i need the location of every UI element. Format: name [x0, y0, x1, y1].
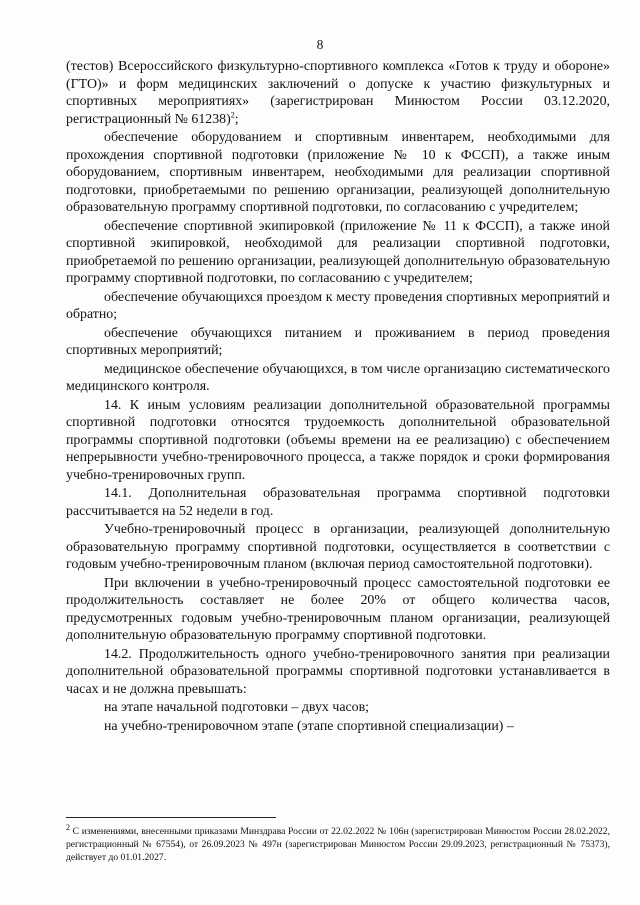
footnote-text: С изменениями, внесенными приказами Минздрава России от 22.02.2022 № 106н (зарегистрирован Минюстом России 28.02.2022, регистрационный № 67554), от 26.09.2023 № 497н (зарегистрирован Минюстом России 29.09.2023, регистрационный № 75373), действует до 01.01.2027.: [66, 826, 610, 863]
page-number: 8: [316, 37, 324, 52]
footnote-divider: [66, 817, 276, 818]
paragraph: 14.2. Продолжительность одного учебно-тренировочного занятия при реализации дополнительной образовательной программы спортивной подготовки устанавливается в часах и не должна превышать:: [66, 646, 610, 697]
paragraph: обеспечение обучающихся проездом к месту проведения спортивных мероприятий и обратно;: [66, 289, 610, 322]
paragraph: 14. К иным условиям реализации дополнительной образовательной программы спортивной подготовки относятся трудоемкость дополнительной образовательной программы спортивной подготовки (объемы времени на ее реализацию) с обеспечением непрерывности учебно-тренировочного процесса, а также порядок и сроки формирования учебно-тренировочных групп.: [66, 397, 610, 483]
paragraph: медицинское обеспечение обучающихся, в том числе организацию систематического медицинского контроля.: [66, 361, 610, 394]
body-text: [66, 58, 610, 736]
footnote: [66, 822, 610, 864]
paragraph: на этапе начальной подготовки – двух часов;: [104, 700, 370, 715]
paragraph: обеспечение обучающихся питанием и проживанием в период проведения спортивных мероприятий;: [66, 325, 610, 358]
paragraph: (тестов) Всероссийского физкультурно-спортивного комплекса «Готов к труду и обороне» (ГТО)» и форм медицинских заключений о допуске к участию физкультурных и спортивных мероприятиях» (зарегистрирован Минюстом России 03.12.2020, регистрационный № 61238)$^2$;: [66, 59, 610, 127]
paragraph: Учебно-тренировочный процесс в организации, реализующей дополнительную образовательную программу спортивной подготовки, осуществляется в соответствии с годовым учебно-тренировочным планом (включая период самостоятельной подготовки).: [66, 522, 610, 572]
footnote-number: 2: [66, 822, 70, 832]
paragraph: При включении в учебно-тренировочный процесс самостоятельной подготовки ее продолжительность составляет не более 20% от общего количества часов, предусмотренных годовым учебно-тренировочным планом организации, реализующей дополнительную образовательную программу спортивной подготовки.: [66, 575, 610, 643]
paragraph: обеспечение спортивной экипировкой (приложение № 11 к ФССП), а также иной спортивной экипировкой, необходимой для реализации спортивной подготовки, приобретаемой по решению организации, реализующей дополнительную образовательную программу спортивной подготовки, по согласованию с учредителем;: [66, 218, 610, 286]
paragraph: 14.1. Дополнительная образовательная программа спортивной подготовки рассчитывается на 52 недели в год.: [66, 486, 610, 519]
footnote-marker[interactable]: 2: [230, 109, 235, 119]
paragraph: обеспечение оборудованием и спортивным инвентарем, необходимыми для прохождения спортивной подготовки (приложение № 10 к ФССП), а также иным оборудованием, спортивным инвентарем, необходимыми для реализации спортивной подготовки, приобретаемыми по решению организации, реализующей дополнительную образовательную программу спортивной подготовки, по согласованию с учредителем;: [66, 130, 610, 215]
paragraph: на учебно-тренировочном этапе (этапе спортивной специализации) –: [104, 718, 514, 734]
